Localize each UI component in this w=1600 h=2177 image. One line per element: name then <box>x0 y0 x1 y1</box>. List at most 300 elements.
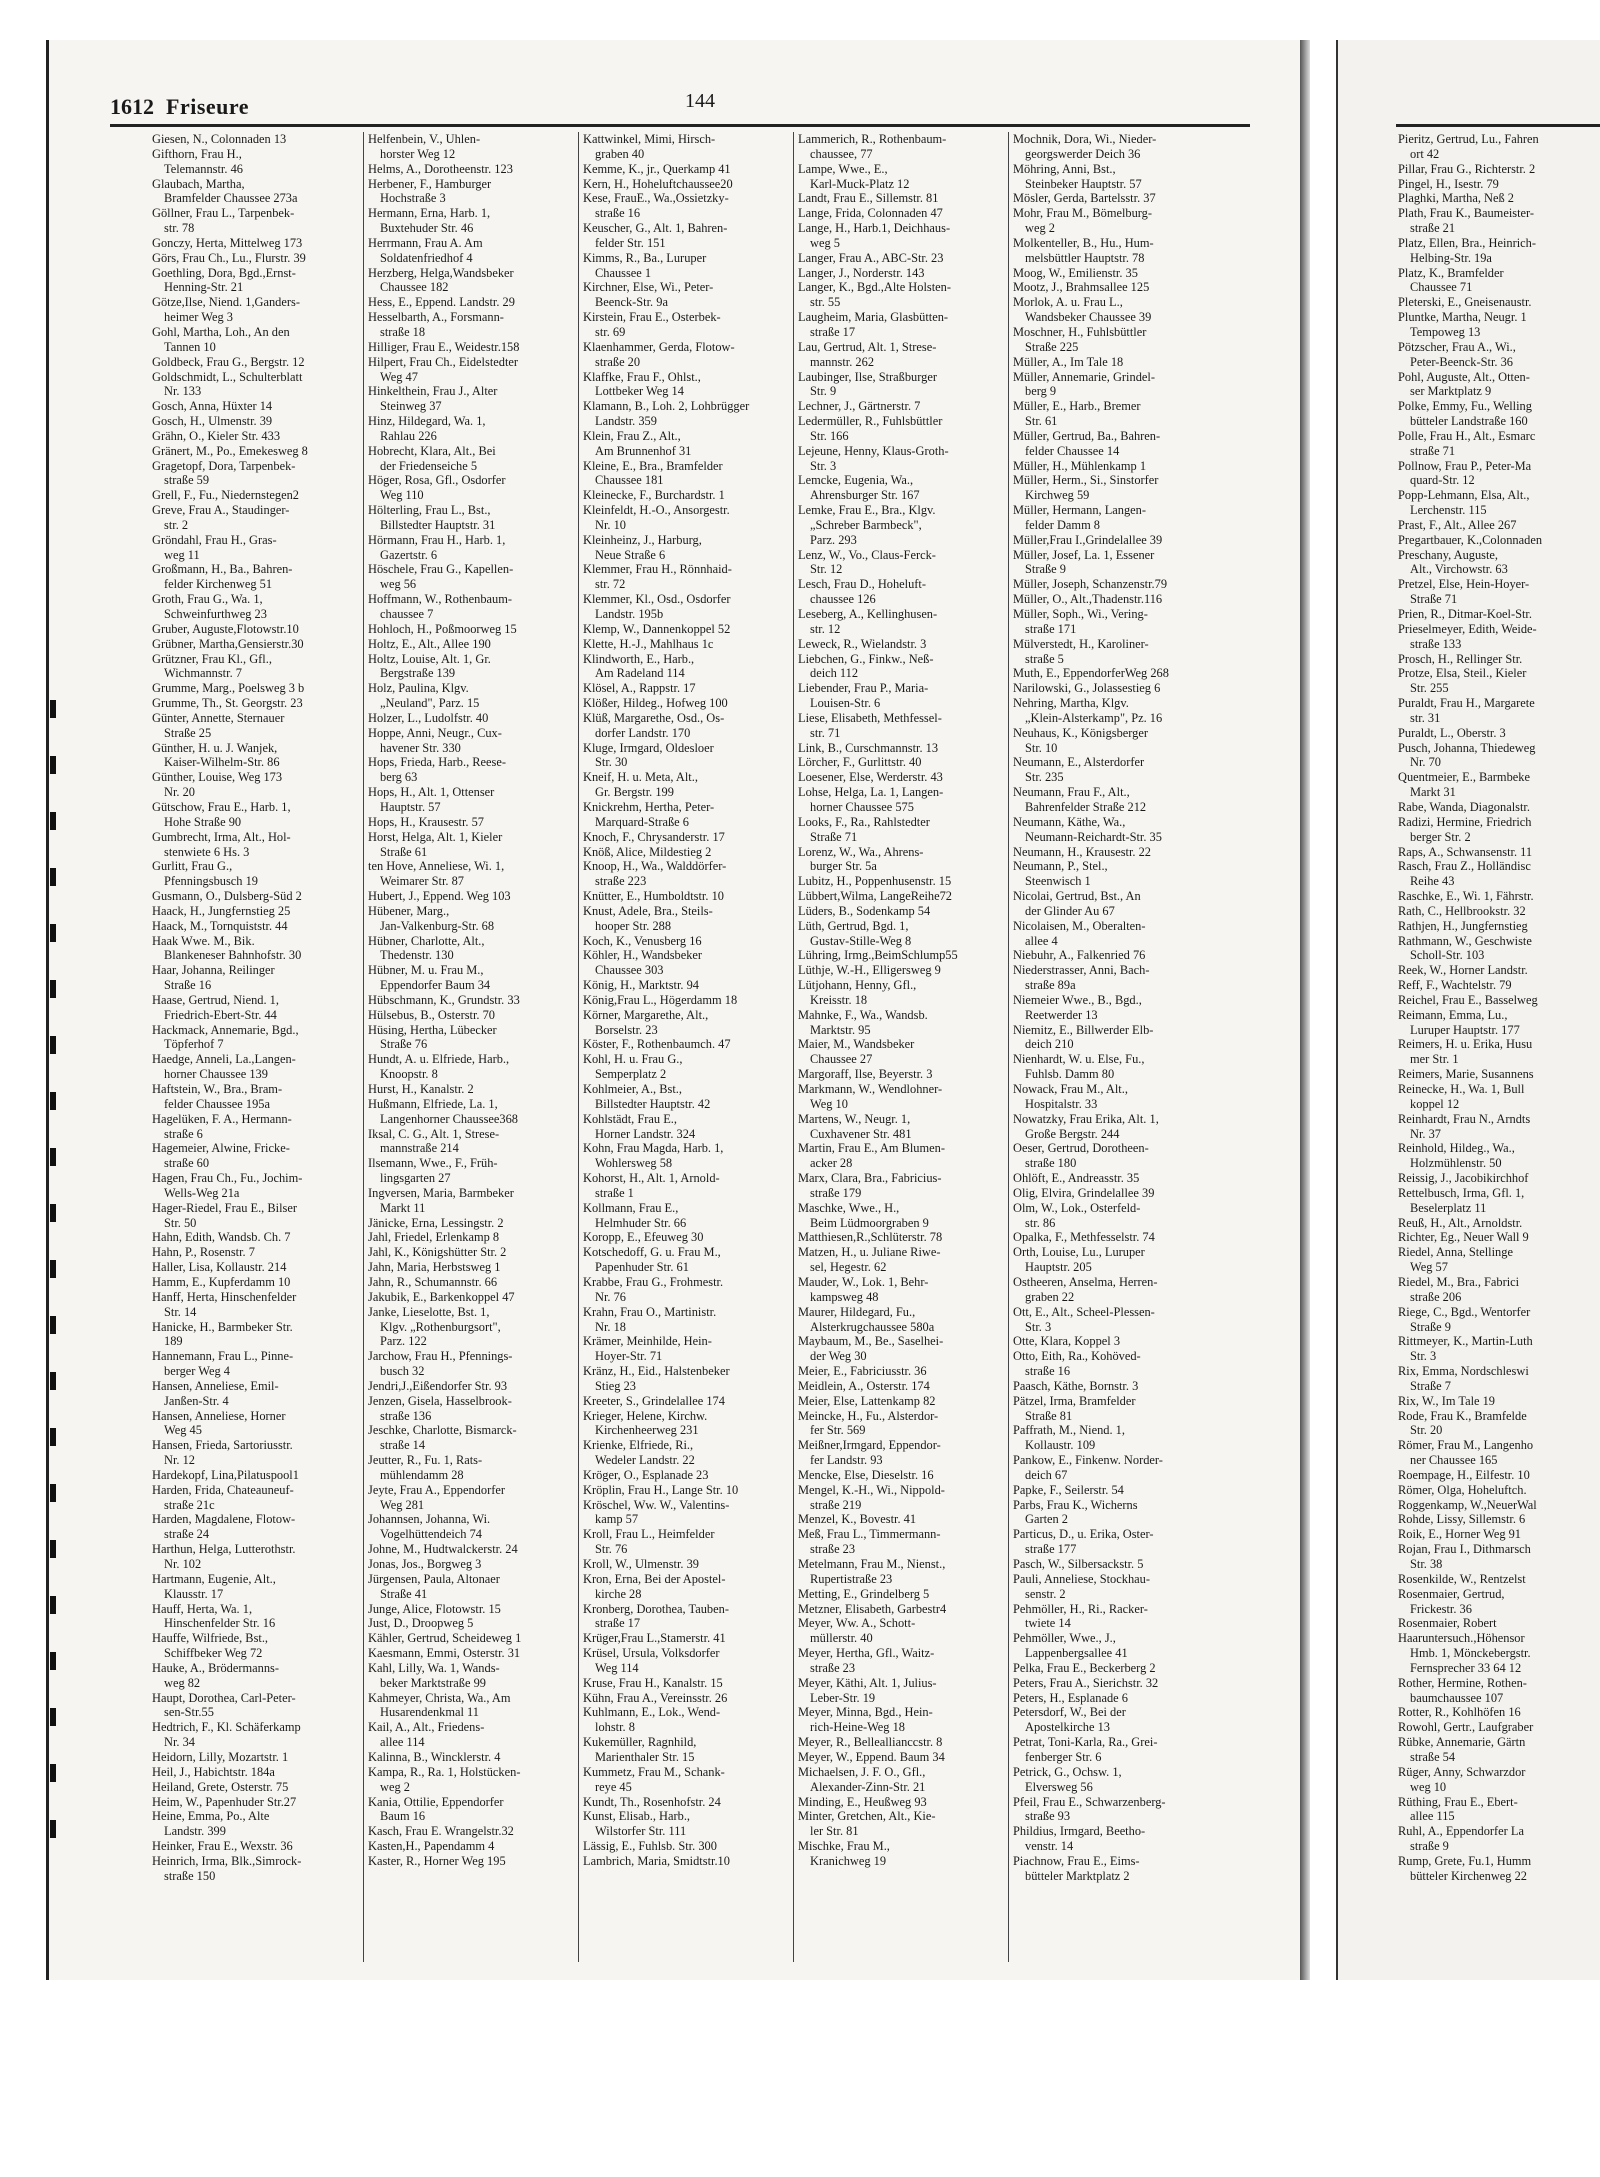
directory-entry <box>368 1349 574 1379</box>
entry-address-line: Ahrensburger Str. 167 <box>810 488 920 503</box>
entry-address-line: „Klein-Alsterkamp", Pz. 16 <box>1025 710 1163 725</box>
entry-address-line: Billstedter Hauptstr. 42 <box>595 1096 711 1111</box>
directory-entry <box>798 1141 1004 1171</box>
entry-name-line: Klößer, Hildeg., Hofweg 100 <box>583 696 728 711</box>
entry-name-line: Hölterling, Frau L., Bst., <box>368 503 491 518</box>
entry-name-line: Römer, Olga, Hoheluftch. <box>1398 1482 1527 1497</box>
directory-entry <box>1013 533 1219 548</box>
entry-name-line: Gumbrecht, Irma, Alt., Hol- <box>152 829 291 844</box>
entry-name-line: Rohde, Lissy, Sillemstr. 6 <box>1398 1512 1526 1527</box>
directory-entry <box>798 280 1004 310</box>
entry-name-line: Jürgensen, Paula, Altonaer <box>368 1571 500 1586</box>
directory-entry <box>1013 1824 1219 1854</box>
entry-address-line: Str. 76 <box>595 1542 628 1557</box>
entry-name-line: Matthiesen,R.,Schlüterstr. 78 <box>798 1230 943 1245</box>
entry-address-line: Lottbeker Weg 14 <box>595 384 684 399</box>
directory-entry <box>1013 1498 1219 1528</box>
entry-name-line: Marx, Clara, Bra., Fabricius- <box>798 1171 942 1186</box>
entry-name-line: Riege, C., Bgd., Wentorfer <box>1398 1304 1531 1319</box>
entry-address-line: „Schreber Barmbeck", <box>810 517 922 532</box>
entry-address-line: Str. 3 <box>1410 1349 1437 1364</box>
directory-entry <box>798 1409 1004 1439</box>
entry-address-line: havener Str. 330 <box>380 740 461 755</box>
directory-entry <box>798 1587 1004 1602</box>
directory-entry <box>152 1245 359 1260</box>
directory-entry <box>368 622 574 637</box>
directory-entry <box>798 681 1004 711</box>
directory-entry <box>1398 1112 1600 1142</box>
directory-entry <box>1398 533 1600 548</box>
directory-entry <box>1398 1468 1600 1483</box>
entry-address-line: Rupertistraße 23 <box>810 1571 893 1586</box>
entry-address-line: Weg 45 <box>164 1423 202 1438</box>
entry-name-line: Kluge, Irmgard, Oldesloer <box>583 740 714 755</box>
entry-name-line: Reinhardt, Frau N., Arndts <box>1398 1111 1531 1126</box>
entry-name-line: Hinkelthein, Frau J., Alter <box>368 384 498 399</box>
entry-name-line: Moschner, H., Fuhlsbüttler <box>1013 324 1147 339</box>
entry-name-line: Haftstein, W., Bra., Bram- <box>152 1082 283 1096</box>
directory-column <box>793 132 1008 1962</box>
entry-address-line: Baum 16 <box>380 1809 426 1824</box>
directory-entry <box>1398 266 1600 296</box>
entry-address-line: Straße 9 <box>1025 562 1066 577</box>
entry-name-line: Niemeier Wwe., B., Bgd., <box>1013 992 1142 1007</box>
directory-entry <box>152 1483 359 1513</box>
entry-address-line: weg 2 <box>380 1779 410 1794</box>
entry-name-line: Jeutter, R., Fu. 1, Rats- <box>368 1453 483 1468</box>
entry-address-line: str. 71 <box>810 725 841 740</box>
directory-entry <box>583 948 789 978</box>
entry-name-line: Gosch, H., Ulmenstr. 39 <box>152 414 273 429</box>
entry-name-line: Kohorst, H., Alt. 1, Arnold- <box>583 1171 720 1186</box>
directory-entry <box>1013 1631 1219 1661</box>
directory-entry <box>798 845 1004 875</box>
entry-address-line: Straße 81 <box>1025 1408 1073 1423</box>
directory-entry <box>1013 1186 1219 1201</box>
entry-name-line: Minding, E., Heußweg 93 <box>798 1794 927 1809</box>
entry-name-line: Müller, Herm., Si., Sinstorfer <box>1013 473 1159 488</box>
directory-entry <box>583 1691 789 1706</box>
entry-address-line: ler Str. 81 <box>810 1824 859 1839</box>
entry-name-line: Kese, FrauE., Wa.,Ossietzky- <box>583 191 729 206</box>
entry-name-line: Hinz, Hildegard, Wa. 1, <box>368 414 486 429</box>
entry-name-line: Klein, Frau Z., Alt., <box>583 428 681 443</box>
entry-name-line: Polke, Emmy, Fu., Welling <box>1398 399 1532 414</box>
directory-entry <box>368 1542 574 1557</box>
entry-address-line: Töpferhof 7 <box>164 1037 224 1052</box>
directory-entry <box>583 1527 789 1557</box>
entry-name-line: Gränert, M., Po., Emekesweg 8 <box>152 443 308 458</box>
entry-name-line: Müller, Joseph, Schanzenstr.79 <box>1013 577 1168 592</box>
entry-address-line: beker Marktstraße 99 <box>380 1675 486 1690</box>
directory-entry <box>368 1379 574 1394</box>
directory-entry <box>368 1661 574 1691</box>
directory-entry <box>1013 1052 1219 1082</box>
entry-name-line: Meißner,Irmgard, Eppendor- <box>798 1438 941 1453</box>
entry-name-line: Muth, E., EppendorferWeg 268 <box>1013 666 1169 681</box>
entry-address-line: bütteler Marktplatz 2 <box>1025 1868 1130 1883</box>
entry-name-line: Jendri,J.,Eißendorfer Str. 93 <box>368 1378 508 1393</box>
directory-entry <box>368 1824 574 1839</box>
entry-name-line: Hoppe, Anni, Neugr., Cux- <box>368 725 502 740</box>
directory-entry <box>798 978 1004 1008</box>
entry-name-line: Hauffe, Wilfriede, Bst., <box>152 1631 269 1646</box>
directory-entry <box>1398 1512 1600 1527</box>
directory-entry <box>1398 963 1600 978</box>
entry-address-line: str. 12 <box>810 621 841 636</box>
entry-name-line: Oeser, Gertrud, Dorotheen- <box>1013 1141 1149 1156</box>
entry-address-line: str. 55 <box>810 295 841 310</box>
entry-name-line: Maybaum, M., Be., Saselhei- <box>798 1334 944 1349</box>
entry-name-line: Gifthorn, Frau H., <box>152 146 242 161</box>
directory-entry <box>1398 859 1600 889</box>
entry-address-line: hooper Str. 288 <box>595 918 672 933</box>
directory-entry <box>1013 1230 1219 1245</box>
directory-entry <box>798 1750 1004 1765</box>
directory-entry <box>583 1557 789 1572</box>
entry-name-line: Mülverstedt, H., Karoliner- <box>1013 636 1149 651</box>
entry-name-line: Martens, W., Neugr. 1, <box>798 1111 911 1126</box>
entry-name-line: Jahl, Friedel, Erlenkamp 8 <box>368 1230 500 1245</box>
directory-entry <box>1398 236 1600 266</box>
entry-name-line: Janke, Lieselotte, Bst. 1, <box>368 1304 490 1319</box>
entry-address-line: Hohe Straße 90 <box>164 814 242 829</box>
entry-name-line: Kollmann, Frau E., <box>583 1200 679 1215</box>
entry-name-line: Lütjohann, Henny, Gfl., <box>798 978 917 993</box>
entry-name-line: Neumann, P., Stel., <box>1013 859 1108 874</box>
directory-entry <box>152 414 359 429</box>
entry-name-line: Hoffmann, W., Rothenbaum- <box>368 592 512 607</box>
directory-entry <box>1398 919 1600 934</box>
entry-address-line: Str. 235 <box>1025 770 1064 785</box>
directory-entry <box>583 1646 789 1676</box>
directory-entry <box>798 1379 1004 1394</box>
entry-address-line: Buxtehuder Str. 46 <box>380 221 474 236</box>
directory-entry <box>152 251 359 266</box>
entry-address-line: reye 45 <box>595 1779 632 1794</box>
entry-address-line: Marienthaler Str. 15 <box>595 1749 695 1764</box>
entry-name-line: Hansen, Anneliese, Emil- <box>152 1378 279 1393</box>
entry-name-line: Riedel, M., Bra., Fabrici <box>1398 1274 1520 1289</box>
entry-name-line: Klindworth, E., Harb., <box>583 651 695 666</box>
entry-address-line: Wohlersweg 58 <box>595 1156 673 1171</box>
directory-entry <box>798 1557 1004 1587</box>
entry-name-line: Markmann, W., Wendlohner- <box>798 1082 943 1096</box>
entry-name-line: Meyer, Minna, Bgd., Hein- <box>798 1705 933 1720</box>
directory-entry <box>583 1171 789 1201</box>
directory-entry <box>583 1112 789 1142</box>
entry-address-line: fer Str. 569 <box>810 1423 866 1438</box>
entry-address-line: straße 1 <box>595 1185 634 1200</box>
entry-address-line: Scholl-Str. 103 <box>1410 948 1485 963</box>
directory-entry <box>368 236 574 266</box>
entry-name-line: Haak Wwe. M., Bik. <box>152 933 255 948</box>
entry-name-line: Holzer, L., Ludolfstr. 40 <box>368 710 489 725</box>
directory-entry <box>368 355 574 385</box>
directory-entry <box>1398 206 1600 236</box>
directory-entry <box>583 741 789 771</box>
entry-name-line: Jonas, Jos., Borgweg 3 <box>368 1557 482 1571</box>
entry-name-line: Jarchow, Frau H., Pfennings- <box>368 1349 513 1364</box>
directory-entry <box>798 770 1004 785</box>
entry-address-line: müllerstr. 40 <box>810 1631 873 1646</box>
directory-column <box>148 132 363 1962</box>
entry-name-line: Preschany, Auguste, <box>1398 547 1499 562</box>
directory-entry <box>1398 1364 1600 1394</box>
entry-address-line: rich-Heine-Weg 18 <box>810 1720 905 1735</box>
entry-name-line: Krüsel, Ursula, Volksdorfer <box>583 1646 720 1661</box>
entry-name-line: Grumme, Th., St. Georgstr. 23 <box>152 696 303 711</box>
entry-name-line: Prieselmeyer, Edith, Weide- <box>1398 621 1537 636</box>
directory-entry <box>1013 1245 1219 1275</box>
directory-entry <box>1398 1854 1600 1884</box>
entry-name-line: Müller, Annemarie, Grindel- <box>1013 369 1155 384</box>
directory-entry <box>368 963 574 993</box>
directory-entry <box>152 1171 359 1201</box>
entry-name-line: Kohlstädt, Frau E., <box>583 1111 677 1126</box>
directory-entry <box>368 815 574 830</box>
directory-entry <box>798 607 1004 637</box>
entry-address-line: kamp 57 <box>595 1512 639 1527</box>
entry-address-line: str. 78 <box>164 221 195 236</box>
entry-name-line: Kotschedoff, G. u. Frau M., <box>583 1245 721 1260</box>
entry-address-line: Landstr. 359 <box>595 414 657 429</box>
entry-name-line: Kirchner, Else, Wi., Peter- <box>583 280 714 295</box>
entry-address-line: Langenhorner Chaussee368 <box>380 1111 518 1126</box>
entry-name-line: Herbener, F., Hamburger <box>368 176 492 191</box>
directory-entry <box>1398 1735 1600 1765</box>
directory-entry <box>798 1171 1004 1201</box>
directory-entry <box>1013 236 1219 266</box>
directory-entry <box>1398 800 1600 815</box>
entry-name-line: Niemitz, E., Billwerder Elb- <box>1013 1022 1154 1037</box>
directory-entry <box>798 1364 1004 1379</box>
entry-address-line: weg 5 <box>810 235 840 250</box>
entry-address-line: Str. 166 <box>810 428 849 443</box>
entry-address-line: weg 56 <box>380 577 417 592</box>
entry-address-line: der Weg 30 <box>810 1349 867 1364</box>
entry-address-line: bütteler Kirchenweg 22 <box>1410 1868 1527 1883</box>
directory-entry <box>1013 1023 1219 1053</box>
entry-name-line: Gröndahl, Frau H., Gras- <box>152 532 277 547</box>
entry-name-line: Lüth, Gertrud, Bgd. 1, <box>798 918 909 933</box>
entry-name-line: Lange, Frida, Colonnaden 47 <box>798 206 943 221</box>
entry-name-line: Neumann, Frau F., Alt., <box>1013 785 1130 800</box>
entry-name-line: Pillar, Frau G., Richterstr. 2 <box>1398 161 1536 176</box>
entry-name-line: Rettelbusch, Irma, Gfl. 1, <box>1398 1185 1525 1200</box>
entry-name-line: Martin, Frau E., Am Blumen- <box>798 1141 945 1156</box>
entry-address-line: Reetwerder 13 <box>1025 1007 1098 1022</box>
entry-name-line: Maier, M., Wandsbeker <box>798 1037 915 1052</box>
directory-entry <box>1398 770 1600 800</box>
directory-entry <box>583 251 789 281</box>
directory-entry <box>1013 785 1219 815</box>
entry-address-line: Chaussee 303 <box>595 963 664 978</box>
directory-entry <box>1398 177 1600 192</box>
entry-address-line: straße 18 <box>380 324 426 339</box>
entry-name-line: Pauli, Anneliese, Stockhau- <box>1013 1571 1150 1586</box>
entry-address-line: Str. 9 <box>810 384 837 399</box>
directory-entry <box>1398 1824 1600 1854</box>
directory-entry <box>583 1468 789 1483</box>
directory-entry <box>152 1809 359 1839</box>
directory-entry <box>1398 741 1600 771</box>
directory-entry <box>583 1705 789 1735</box>
entry-name-line: Rittmeyer, K., Martin-Luth <box>1398 1334 1533 1349</box>
directory-entry <box>152 696 359 711</box>
directory-entry <box>583 845 789 860</box>
entry-name-line: Kleinheinz, J., Harburg, <box>583 532 702 547</box>
directory-entry <box>1398 1720 1600 1735</box>
directory-entry <box>368 1423 574 1453</box>
directory-entry <box>368 1245 574 1260</box>
entry-name-line: Hübener, Marg., <box>368 903 450 918</box>
directory-entry <box>798 919 1004 949</box>
directory-entry <box>1013 295 1219 325</box>
entry-name-line: Klemmer, Kl., Osd., Osdorfer <box>583 592 731 607</box>
entry-name-line: Pretzel, Else, Hein-Hoyer- <box>1398 577 1530 592</box>
directory-entry <box>1398 429 1600 459</box>
entry-name-line: Reinhold, Hildeg., Wa., <box>1398 1141 1515 1156</box>
directory-entry <box>1398 1082 1600 1112</box>
directory-entry <box>1398 1542 1600 1572</box>
entry-address-line: chaussee, 77 <box>810 146 873 161</box>
directory-entry <box>152 325 359 355</box>
entry-name-line: Lässig, E., Fuhlsb. Str. 300 <box>583 1839 717 1854</box>
entry-name-line: Laubinger, Ilse, Straßburger <box>798 369 937 384</box>
directory-entry <box>583 1305 789 1335</box>
entry-name-line: Kasch, Frau E. Wrangelstr.32 <box>368 1824 514 1839</box>
entry-address-line: Straße 16 <box>164 978 212 993</box>
entry-name-line: Klemmer, Frau H., Rönnhaid- <box>583 562 732 577</box>
entry-address-line: Straße 41 <box>380 1586 428 1601</box>
entry-address-line: baumchaussee 107 <box>1410 1690 1504 1705</box>
entry-name-line: Pankow, E., Finkenw. Norder- <box>1013 1453 1163 1468</box>
entry-address-line: Nr. 10 <box>595 517 626 532</box>
entry-name-line: Peters, Frau A., Sierichstr. 32 <box>1013 1675 1159 1690</box>
directory-entry <box>368 1275 574 1290</box>
entry-name-line: Gosch, Anna, Hüxter 14 <box>152 399 273 414</box>
entry-name-line: Pleterski, E., Gneisenaustr. <box>1398 295 1532 310</box>
entry-address-line: Blankeneser Bahnhofstr. 30 <box>164 948 302 963</box>
entry-name-line: Kränz, H., Eid., Halstenbeker <box>583 1364 730 1379</box>
directory-entry <box>1013 1423 1219 1453</box>
directory-entry <box>1398 1409 1600 1439</box>
entry-name-line: Plath, Frau K., Baumeister- <box>1398 206 1535 221</box>
entry-name-line: Haupt, Dorothea, Carl-Peter- <box>152 1690 296 1705</box>
entry-address-line: Steinbeker Hauptstr. 57 <box>1025 176 1142 191</box>
entry-address-line: Nr. 20 <box>164 785 195 800</box>
page-gutter <box>1300 40 1310 1980</box>
entry-address-line: deich 67 <box>1025 1467 1068 1482</box>
directory-entry <box>368 1305 574 1350</box>
directory-entry <box>583 637 789 652</box>
directory-entry <box>368 473 574 503</box>
entry-name-line: Rother, Hermine, Rothen- <box>1398 1675 1527 1690</box>
entry-name-line: Metting, E., Grindelberg 5 <box>798 1586 930 1601</box>
next-page-header-rule <box>1396 124 1600 127</box>
entry-address-line: Schiffbeker Weg 72 <box>164 1646 263 1661</box>
entry-name-line: Hauke, A., Brödermanns- <box>152 1660 279 1675</box>
entry-name-line: Lüthje, W.-H., Elligersweg 9 <box>798 963 941 978</box>
entry-name-line: Nowatzky, Frau Erika, Alt. 1, <box>1013 1111 1159 1126</box>
entry-name-line: Landt, Frau E., Sillemstr. 81 <box>798 191 939 206</box>
entry-address-line: Vogelhüttendeich 74 <box>380 1527 482 1542</box>
directory-entry <box>368 1602 574 1617</box>
entry-name-line: Meyer, R., Belleallianccstr. 8 <box>798 1735 943 1750</box>
directory-entry <box>798 1230 1004 1245</box>
entry-address-line: Neue Straße 6 <box>595 547 666 562</box>
entry-name-line: Harthun, Helga, Lutterothstr. <box>152 1542 296 1557</box>
entry-address-line: Kirchenheerweg 231 <box>595 1423 699 1438</box>
directory-entry <box>1013 1705 1219 1735</box>
entry-name-line: Kahmeyer, Christa, Wa., Am <box>368 1690 511 1705</box>
directory-entry <box>798 1112 1004 1142</box>
entry-address-line: straße 16 <box>595 206 641 221</box>
entry-address-line: Wilstorfer Str. 111 <box>595 1824 687 1839</box>
entry-name-line: Rüthing, Frau E., Ebert- <box>1398 1794 1518 1809</box>
directory-entry <box>1013 429 1219 459</box>
entry-address-line: straße 20 <box>595 354 641 369</box>
entry-address-line: straße 16 <box>1025 1364 1071 1379</box>
directory-entry <box>368 132 574 162</box>
directory-entry <box>1398 652 1600 667</box>
directory-entry <box>1013 1691 1219 1706</box>
entry-name-line: Heinker, Frau E., Wexstr. 36 <box>152 1839 293 1854</box>
directory-entry <box>368 1854 574 1869</box>
entry-address-line: Chaussee 1 <box>595 265 652 280</box>
entry-name-line: Horst, Helga, Alt. 1, Kieler <box>368 829 503 844</box>
directory-entry <box>798 1275 1004 1305</box>
directory-entry <box>798 132 1004 162</box>
entry-address-line: berger Weg 4 <box>164 1364 230 1379</box>
directory-entry <box>798 548 1004 578</box>
entry-name-line: Metzner, Elisabeth, Garbestr4 <box>798 1601 947 1616</box>
entry-name-line: Kuhlmann, E., Lok., Wend- <box>583 1705 721 1720</box>
entry-name-line: ten Hove, Anneliese, Wi. 1, <box>368 859 505 874</box>
entry-name-line: Hansen, Anneliese, Horner <box>152 1408 286 1423</box>
entry-name-line: Hübner, M. u. Frau M., <box>368 963 484 978</box>
directory-entry <box>368 1795 574 1825</box>
entry-name-line: Ohlöft, E., Andreasstr. 35 <box>1013 1171 1140 1186</box>
entry-address-line: straße 223 <box>595 874 647 889</box>
entry-name-line: Michaelsen, J. F. O., Gfl., <box>798 1764 926 1779</box>
directory-entry <box>583 1364 789 1394</box>
directory-entry <box>583 1037 789 1052</box>
directory-entry <box>1398 1616 1600 1631</box>
entry-name-line: Kattwinkel, Mimi, Hirsch- <box>583 132 716 146</box>
entry-name-line: Particus, D., u. Erika, Oster- <box>1013 1527 1154 1542</box>
entry-address-line: Schweinfurthweg 23 <box>164 607 267 621</box>
entry-address-line: straße 54 <box>1410 1749 1456 1764</box>
entry-address-line: straße 21 <box>1410 221 1456 236</box>
entry-name-line: Grumme, Marg., Poelsweg 3 b <box>152 681 305 696</box>
directory-entry <box>1013 1557 1219 1572</box>
entry-name-line: Heiland, Grete, Osterstr. 75 <box>152 1779 289 1794</box>
directory-entry <box>152 1275 359 1290</box>
entry-name-line: Krüger,Frau L.,Stamerstr. 41 <box>583 1631 726 1646</box>
directory-entry <box>368 340 574 355</box>
directory-entry <box>583 459 789 489</box>
entry-name-line: Johne, M., Hudtwalckerstr. 24 <box>368 1542 518 1557</box>
entry-address-line: melsbüttler Hauptstr. 78 <box>1025 250 1145 265</box>
directory-entry <box>152 503 359 533</box>
entry-address-line: Landstr. 399 <box>164 1824 226 1839</box>
directory-entry <box>1013 162 1219 192</box>
entry-name-line: Lubitz, H., Poppenhusenstr. 15 <box>798 874 952 889</box>
entry-address-line: straße 133 <box>1410 636 1462 651</box>
directory-entry <box>798 1765 1004 1795</box>
